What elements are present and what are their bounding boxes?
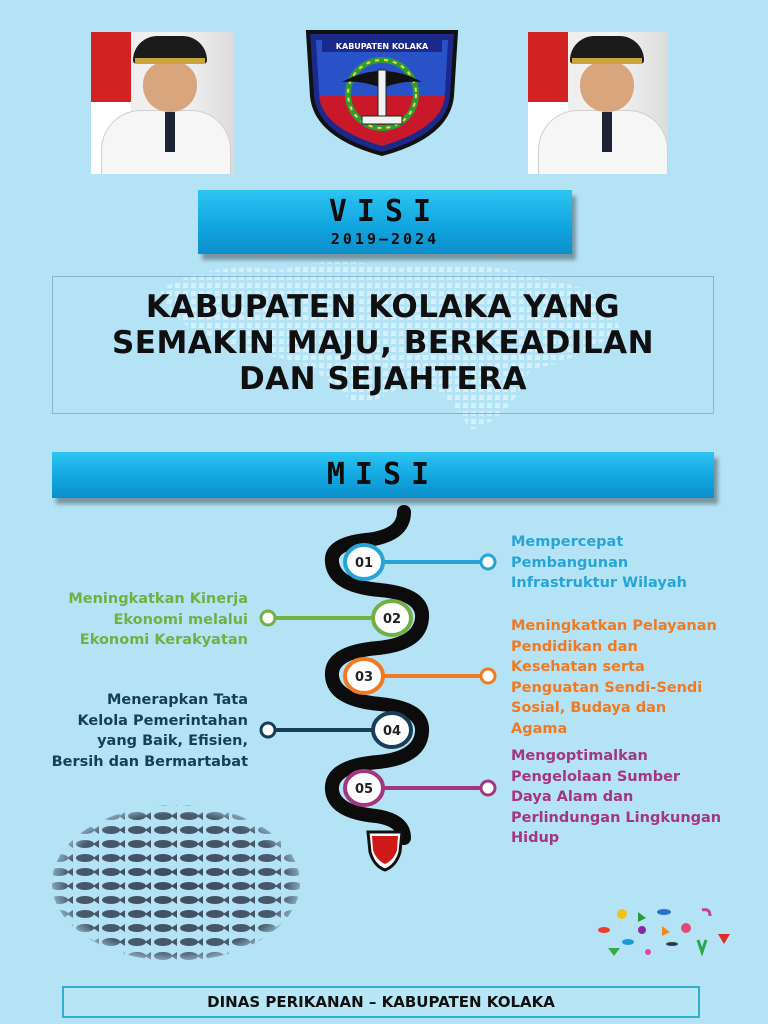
misi-item-05-text: Mengoptimalkan Pengelolaan Sumber Daya Alam dan Perlindungan Lingkungan Hidup	[511, 748, 722, 846]
visi-statement	[53, 289, 713, 397]
visi-line-2: SEMAKIN MAJU, BERKEADILAN	[111, 325, 655, 361]
misi-banner	[52, 452, 714, 498]
misi-badge-01	[345, 545, 383, 579]
misi-number-05: 05	[354, 782, 374, 797]
visi-line-3: DAN SEJAHTERA	[238, 361, 528, 397]
misi-item-03-text: Meningkatkan Pelayanan Pendidikan dan Kesehatan serta Penguatan Sendi-Sendi Sosial, Budaya dan Agama	[511, 618, 717, 737]
misi-item-01-text: Mempercepat Pembangunan Infrastruktur Wilayah	[511, 534, 687, 591]
visi-banner	[198, 190, 572, 254]
misi-number-04: 04	[382, 724, 402, 739]
logo-text: KABUPATEN KOLAKA	[335, 42, 429, 51]
misi-badge-04	[373, 713, 411, 747]
misi-end-emblem-icon	[368, 832, 402, 870]
visi-title: VISI	[328, 194, 442, 229]
misi-item-02-text: Meningkatkan Kinerja Ekonomi melalui Ekonomi Kerakyatan	[68, 591, 248, 648]
misi-item-04-text: Menerapkan Tata Kelola Pemerintahan yang Baik, Efisien, Bersih dan Bermartabat	[51, 692, 248, 770]
sea-creatures-icons	[594, 904, 740, 960]
misi-badge-05	[345, 771, 383, 805]
kolaka-emblem-logo	[302, 26, 462, 158]
misi-number-01: 01	[354, 556, 374, 571]
footer-label: DINAS PERIKANAN – KABUPATEN KOLAKA	[62, 986, 700, 1018]
misi-badge-02	[373, 601, 411, 635]
visi-statement-box	[52, 276, 714, 414]
visi-period: 2019–2024	[330, 230, 440, 248]
misi-number-02: 02	[382, 612, 402, 627]
misi-title: MISI	[326, 457, 440, 492]
portrait-wakil-bupati	[528, 32, 668, 174]
misi-number-03: 03	[354, 670, 374, 685]
misi-badge-03	[345, 659, 383, 693]
portrait-bupati	[91, 32, 233, 174]
fish-school-illustration	[48, 795, 308, 965]
visi-line-1: KABUPATEN KOLAKA YANG	[145, 289, 621, 325]
